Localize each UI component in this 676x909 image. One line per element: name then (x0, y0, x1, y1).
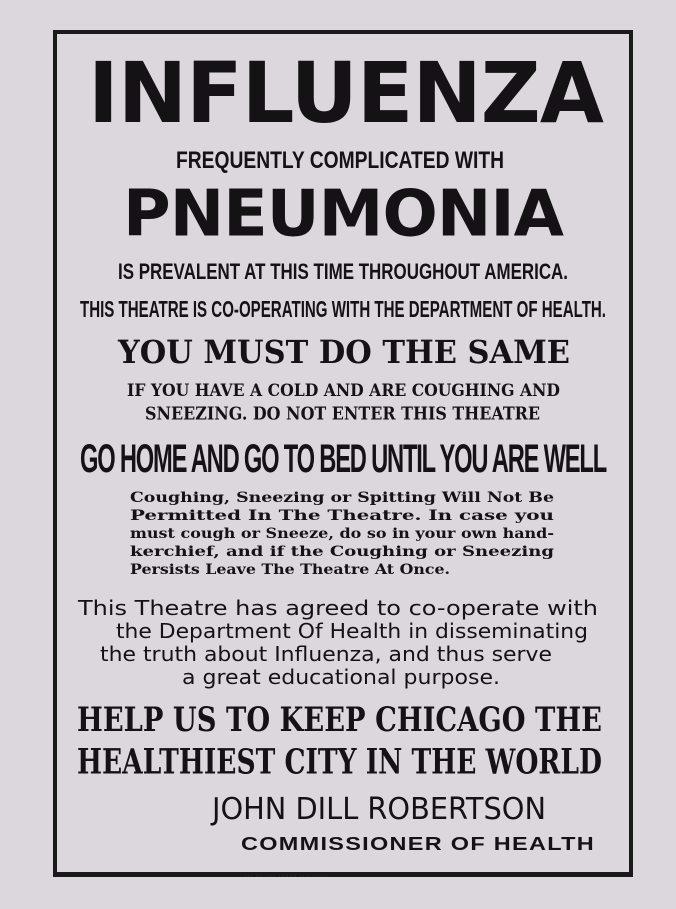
cold-line-2: SNEEZING. DO NOT ENTER THIS THEATRE (145, 402, 540, 425)
cooperating-line: THIS THEATRE IS CO-OPERATING WITH THE DEPARTMENT OF HEALTH. (80, 296, 606, 322)
rules-line: Persists Leave The Theatre At Once. (130, 562, 450, 578)
agreement-line: the truth about Influenza, and thus serve (100, 642, 552, 666)
must-do-line: YOU MUST DO THE SAME (118, 333, 570, 372)
cold-line-1: IF YOU HAVE A COLD AND ARE COUGHING AND (127, 379, 560, 401)
prevalent-line: IS PREVALENT AT THIS TIME THROUGHOUT AMERICA. (118, 259, 568, 284)
poster-title: INFLUENZA (88, 44, 603, 143)
agreement-line: the Department Of Health in disseminating (116, 619, 588, 643)
disease-heading: PNEUMONIA (123, 177, 563, 252)
printer-mark: ··· ··· ···· ······· ···· ······ (245, 874, 329, 880)
help-line-2: HEALTHIEST CITY IN THE WORLD (77, 740, 602, 783)
rules-paragraph (130, 491, 554, 581)
rules-line: kerchief, and if the Coughing or Sneezing (130, 544, 554, 560)
help-line-1: HELP US TO KEEP CHICAGO THE (77, 698, 602, 740)
agreement-line: a great educational purpose. (182, 665, 501, 689)
rules-line: Permitted In The Theatre. In case you (130, 508, 554, 524)
rules-line: must cough or Sneeze, do so in your own hand- (130, 526, 554, 542)
signatory-title: COMMISSIONER OF HEALTH (241, 834, 595, 854)
rules-line: Coughing, Sneezing or Spitting Will Not Be (130, 490, 554, 506)
go-home-line: GO HOME AND GO TO BED UNTIL YOU ARE WELL (80, 437, 606, 481)
signatory-name: JOHN DILL ROBERTSON (212, 792, 546, 827)
subtitle: FREQUENTLY COMPLICATED WITH (176, 147, 504, 174)
agreement-line: This Theatre has agreed to co-operate with (78, 596, 598, 620)
